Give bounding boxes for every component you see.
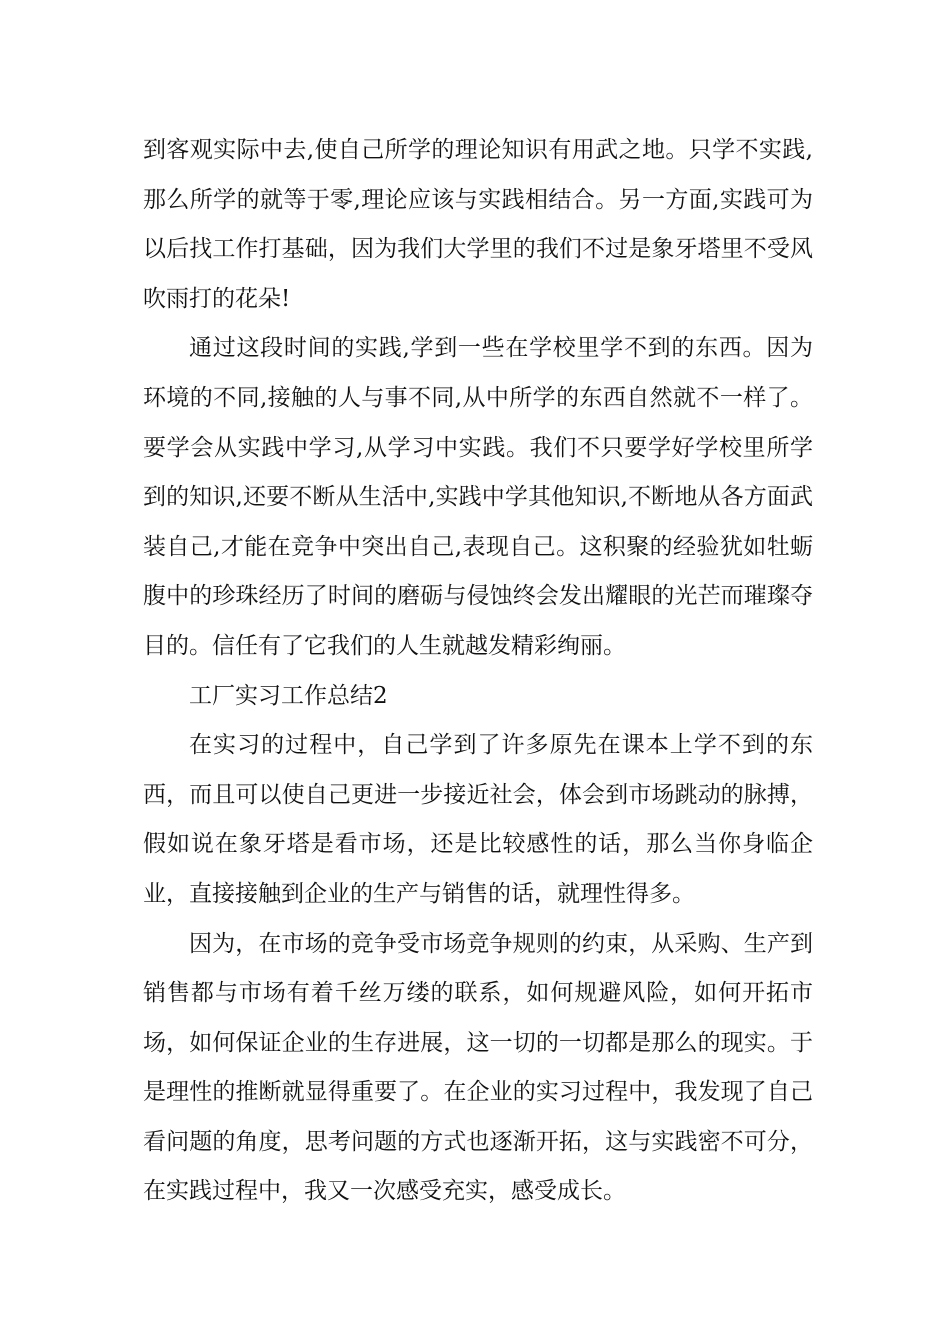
paragraph-1: 到客观实际中去,使自己所学的理论知识有用武之地。只学不实践,那么所学的就等于零,理论应该与实践相结合。另一方面,实践可为以后找工作打基础，因为我们大学里的我们不过是象牙塔里不受风吹雨打的花朵!: [143, 137, 813, 312]
section-heading: 工厂实习工作总结2: [189, 682, 388, 709]
document-body: [143, 126, 813, 1217]
paragraph-4: 因为，在市场的竞争受市场竞争规则的约束，从采购、生产到销售都与市场有着千丝万缕的联系，如何规避风险，如何开拓市场，如何保证企业的生存进展，这一切的一切都是那么的现实。于是理性的推断就显得重要了。在企业的实习过程中，我发现了自己看问题的角度，思考问题的方式也逐渐开拓，这与实践密不可分，在实践过程中，我又一次感受充实，感受成长。: [143, 930, 813, 1205]
paragraph-3: 在实习的过程中，自己学到了许多原先在课本上学不到的东西，而且可以使自己更进一步接近社会，体会到市场跳动的脉搏，假如说在象牙塔是看市场，还是比较感性的话，那么当你身临企业，直接接触到企业的生产与销售的话，就理性得多。: [143, 732, 813, 907]
paragraph-2: 通过这段时间的实践,学到一些在学校里学不到的东西。因为环境的不同,接触的人与事不同,从中所学的东西自然就不一样了。要学会从实践中学习,从学习中实践。我们不只要学好学校里所学到的知识,还要不断从生活中,实践中学其他知识,不断地从各方面武装自己,才能在竞争中突出自己,表现自己。这积聚的经验犹如牡蛎腹中的珍珠经历了时间的磨砺与侵蚀终会发出耀眼的光芒而璀璨夺目的。信任有了它我们的人生就越发精彩绚丽。: [143, 335, 813, 659]
